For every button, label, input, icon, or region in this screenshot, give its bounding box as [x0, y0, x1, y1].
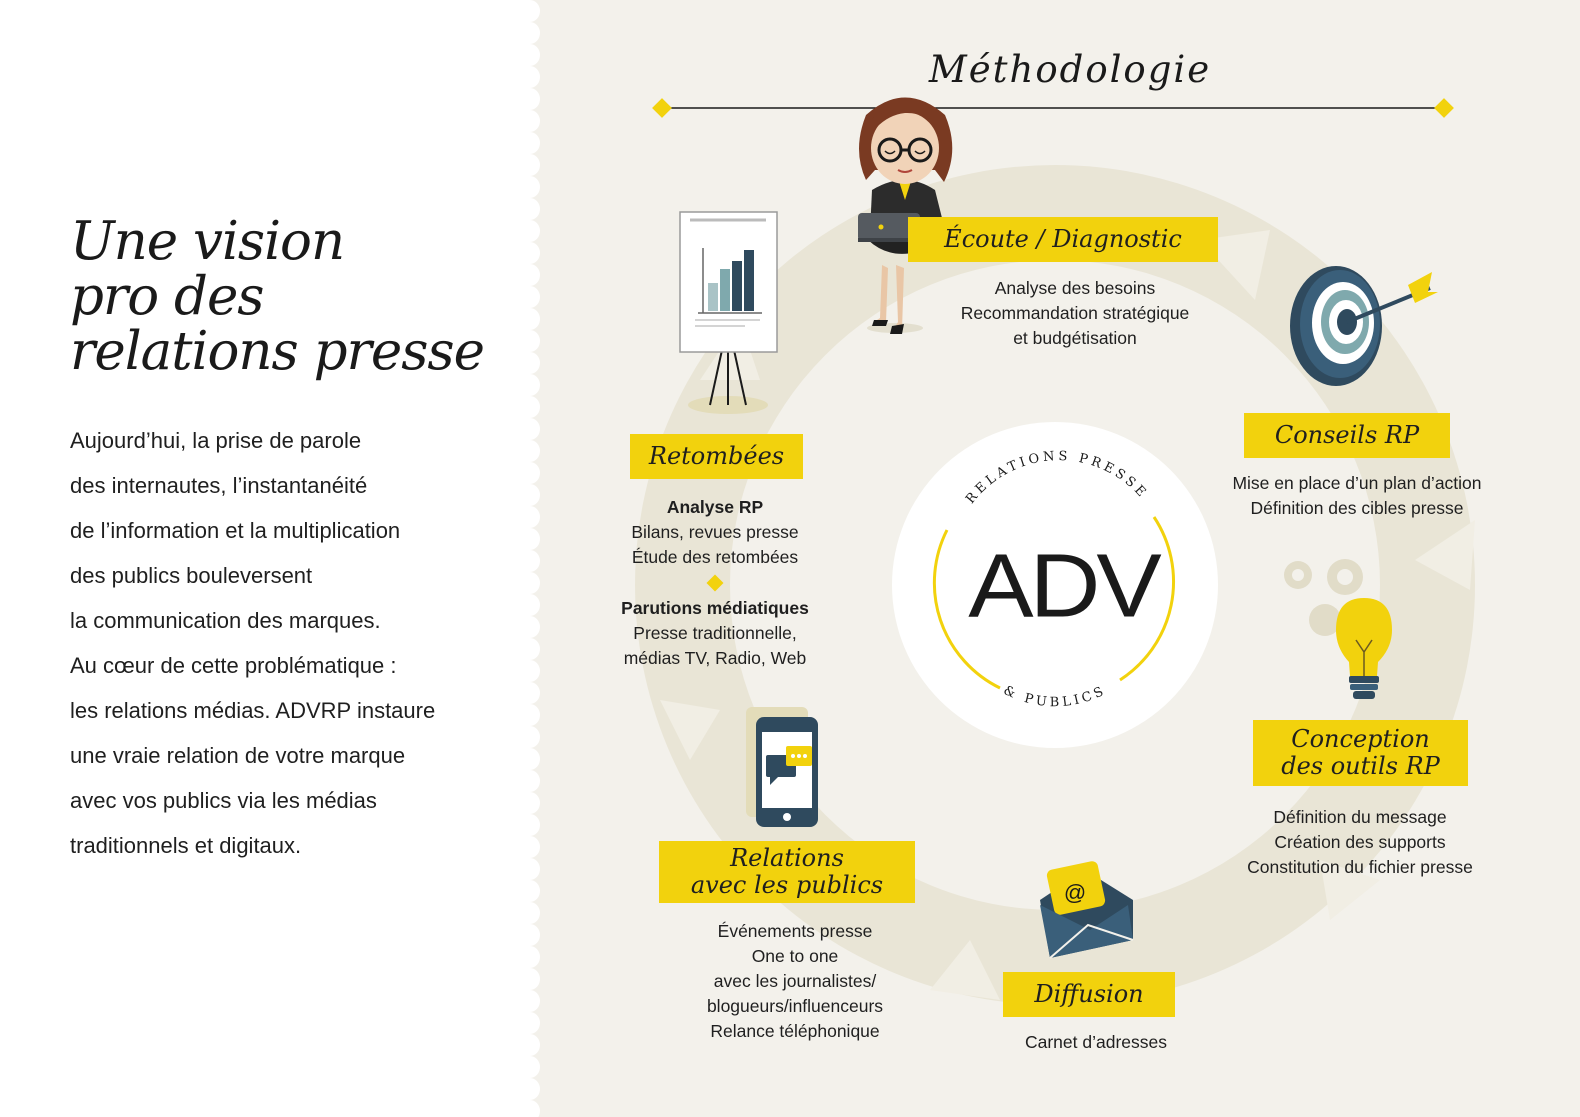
step-desc-line: Recommandation stratégique: [960, 303, 1190, 323]
rule-diamond-right: [1434, 98, 1454, 118]
step-desc-line: médias TV, Radio, Web: [623, 648, 807, 668]
step-desc-conception: [1225, 805, 1495, 880]
intro-line: de l’information et la multiplication: [70, 518, 401, 543]
intro-line: des publics bouleversent: [70, 563, 313, 588]
step-desc-relations: [680, 919, 910, 1044]
step-label-text: Conception: [1291, 725, 1430, 753]
step-desc-line: et budgétisation: [1013, 328, 1137, 348]
intro-line: une vraie relation de votre marque: [70, 743, 406, 768]
at-glyph: @: [1063, 880, 1087, 905]
logo-top-arc-text: RELATIONS PRESSE: [963, 448, 1151, 507]
target-arrow-icon: [1290, 266, 1438, 386]
rule-diamond-left: [652, 98, 672, 118]
step-desc-subtitle: Parutions médiatiques: [621, 598, 809, 618]
step-label-conseils: [1244, 413, 1450, 458]
step-label-diffusion: [1003, 972, 1175, 1017]
step-desc-line: Carnet d’adresses: [1024, 1032, 1168, 1052]
separator-diamond: [707, 575, 724, 592]
logo-mark: ADV: [968, 534, 1158, 636]
step-label-text: Relations: [730, 844, 844, 872]
step-desc-subtitle: Analyse RP: [666, 497, 764, 517]
step-desc-retombees: [600, 495, 830, 671]
step-desc-line: Création des supports: [1274, 832, 1446, 852]
step-desc-line: Définition du message: [1273, 807, 1447, 827]
step-desc-line: Bilans, revues presse: [631, 522, 799, 542]
intro-line: Aujourd’hui, la prise de parole: [70, 428, 362, 453]
step-label-text: Écoute / Diagnostic: [944, 225, 1182, 253]
intro-title-line: pro des: [70, 266, 264, 327]
step-label-text: Diffusion: [1034, 980, 1144, 1008]
step-desc-line: blogueurs/influenceurs: [706, 996, 884, 1016]
step-desc-line: Définition des cibles presse: [1250, 498, 1464, 518]
intro-title-line: Une vision: [70, 211, 345, 272]
step-desc-ecoute: [935, 276, 1215, 351]
step-label-text: avec les publics: [690, 871, 884, 899]
step-desc-line: avec les journalistes/: [713, 971, 877, 991]
step-desc-line: Presse traditionnelle,: [633, 623, 797, 643]
intro-line: les relations médias. ADVRP instaure: [70, 698, 436, 723]
logo-bottom-arc-text: & PUBLICS: [1000, 682, 1110, 711]
step-label-text: Retombées: [648, 442, 785, 470]
step-label-retombees: [630, 434, 803, 479]
step-label-conception: [1253, 720, 1468, 786]
diagram-title: Méthodologie: [928, 48, 1212, 91]
step-label-text: Conseils RP: [1274, 421, 1420, 449]
intro-title-line: relations presse: [70, 321, 484, 382]
step-desc-line: Relance téléphonique: [710, 1021, 880, 1041]
step-desc-line: Mise en place d’un plan d’action: [1232, 473, 1482, 493]
intro-line: traditionnels et digitaux.: [70, 833, 302, 858]
step-desc-line: Constitution du fichier presse: [1247, 857, 1473, 877]
step-desc-conseils: [1212, 471, 1502, 521]
intro-line: avec vos publics via les médias: [70, 788, 377, 813]
step-desc-line: Étude des retombées: [631, 547, 799, 567]
intro-line: des internautes, l’instantanéité: [70, 473, 368, 498]
step-desc-diffusion: [990, 1030, 1202, 1055]
intro-line: Au cœur de cette problématique :: [70, 653, 397, 678]
step-desc-line: Événements presse: [717, 921, 873, 941]
intro-line: la communication des marques.: [70, 608, 381, 633]
step-label-text: des outils RP: [1281, 752, 1440, 780]
step-label-ecoute: [908, 217, 1218, 262]
smartphone-chat-icon: [746, 707, 818, 827]
step-label-relations: [659, 841, 915, 903]
step-desc-line: One to one: [751, 946, 839, 966]
step-desc-line: Analyse des besoins: [994, 278, 1156, 298]
